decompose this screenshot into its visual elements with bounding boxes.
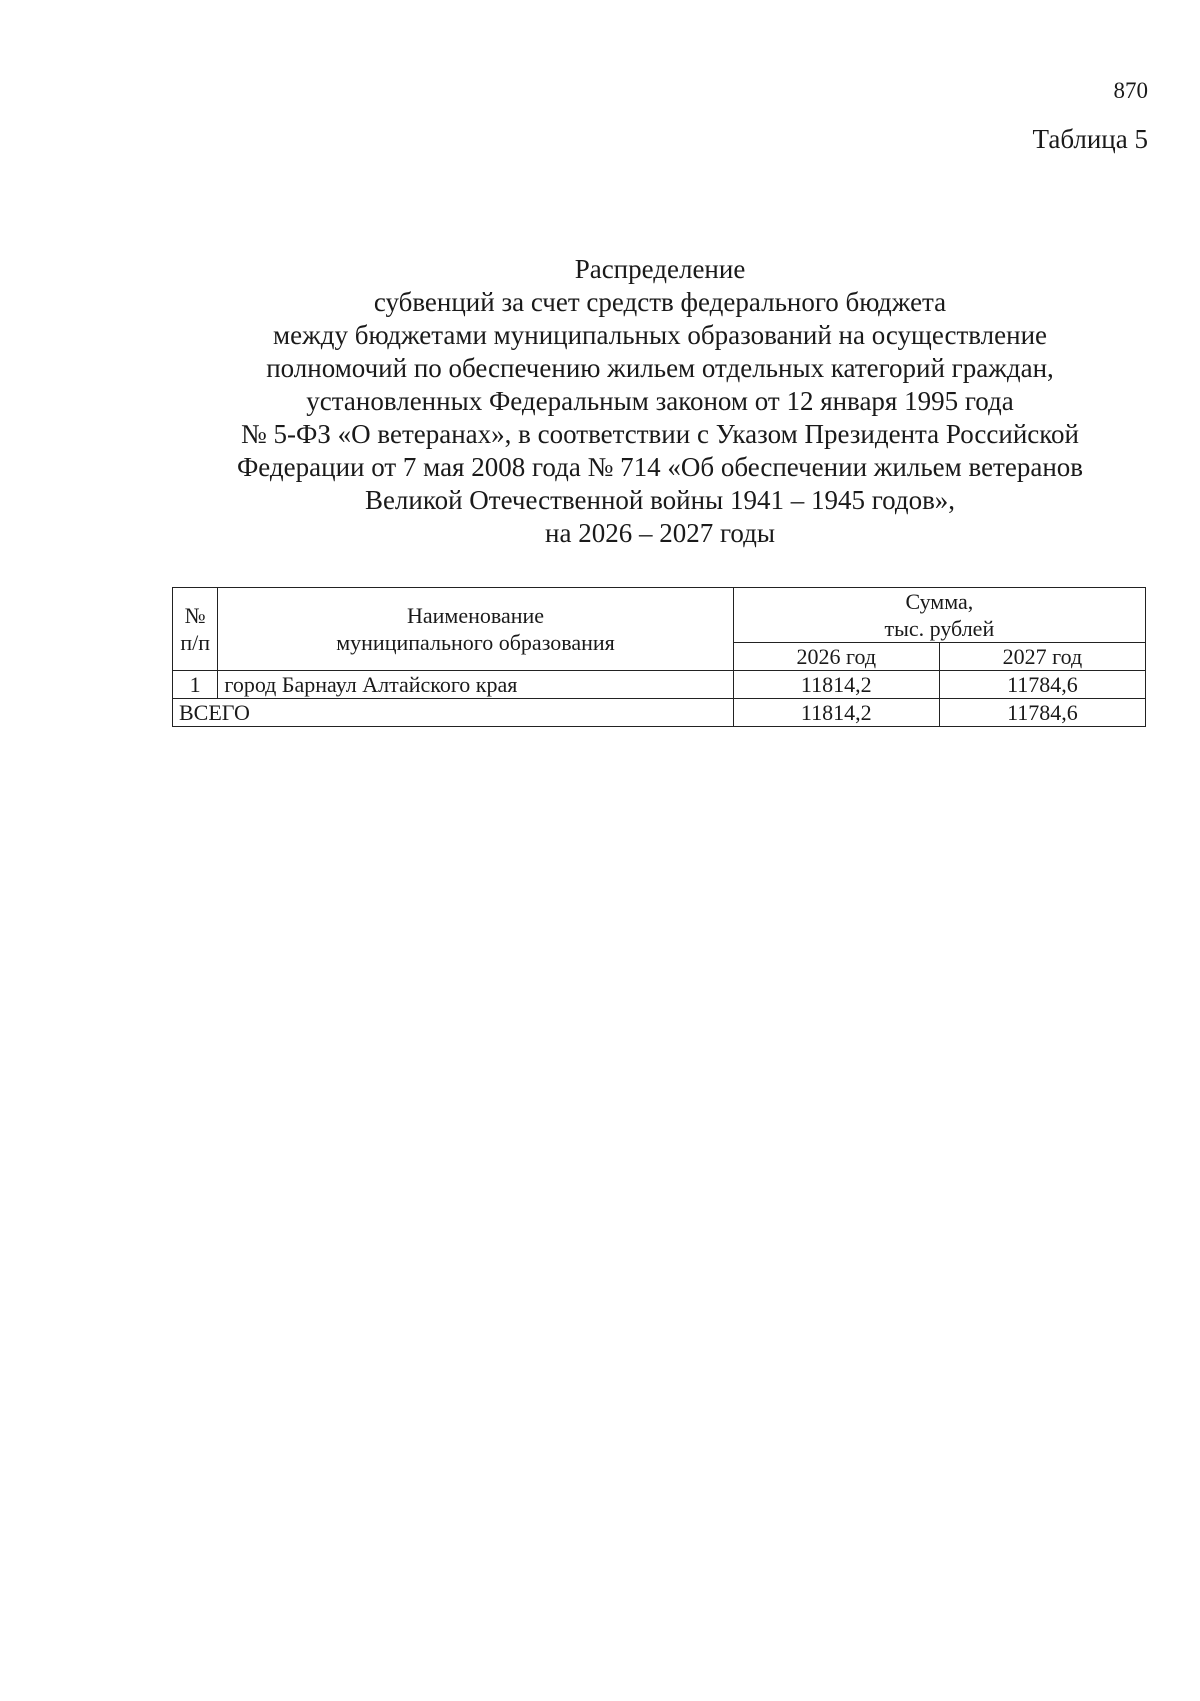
title-line: установленных Федеральным законом от 12 января 1995 года	[306, 386, 1014, 416]
title-line: полномочий по обеспечению жильем отдельных категорий граждан,	[266, 353, 1054, 383]
title-line: № 5-ФЗ «О ветеранах», в соответствии с Указом Президента Российской	[241, 419, 1079, 449]
header-year-2027: 2027 год	[939, 643, 1145, 671]
header-sum-cell	[733, 588, 1145, 643]
total-label: ВСЕГО	[173, 699, 734, 727]
table-total-row	[173, 699, 1146, 727]
total-value-2027: 11784,6	[939, 699, 1145, 727]
header-name-cell	[218, 588, 733, 671]
title-line: Распределение	[574, 254, 746, 284]
page-number: 870	[1113, 78, 1148, 103]
document-title	[160, 253, 1160, 550]
header-name-line1: Наименование	[406, 603, 545, 628]
header-sum-line2: тыс. рублей	[884, 616, 995, 641]
title-line: на 2026 – 2027 годы	[545, 518, 775, 548]
title-line: субвенций за счет средств федерального бюджета	[373, 287, 947, 317]
header-number-cell	[173, 588, 218, 671]
title-line: Великой Отечественной войны 1941 – 1945 годов»,	[364, 485, 956, 515]
table-header-row	[173, 588, 1146, 643]
row-value-2027: 11784,6	[939, 671, 1145, 699]
title-line: Федерации от 7 мая 2008 года № 714 «Об обеспечении жильем ветеранов	[236, 452, 1084, 482]
header-sum-line1: Сумма,	[905, 589, 974, 614]
header-number-abbrev: п/п	[180, 630, 210, 655]
total-value-2026: 11814,2	[733, 699, 939, 727]
row-municipality-name: город Барнаул Алтайского края	[218, 671, 733, 699]
header-number-symbol: №	[184, 603, 206, 628]
row-value-2026: 11814,2	[733, 671, 939, 699]
subvention-table	[172, 587, 1146, 727]
row-number: 1	[173, 671, 218, 699]
header-year-2026: 2026 год	[733, 643, 939, 671]
table-caption: Таблица 5	[1032, 124, 1148, 154]
title-line: между бюджетами муниципальных образований на осуществление	[273, 320, 1047, 350]
header-name-line2: муниципального образования	[336, 630, 615, 655]
table-row	[173, 671, 1146, 699]
